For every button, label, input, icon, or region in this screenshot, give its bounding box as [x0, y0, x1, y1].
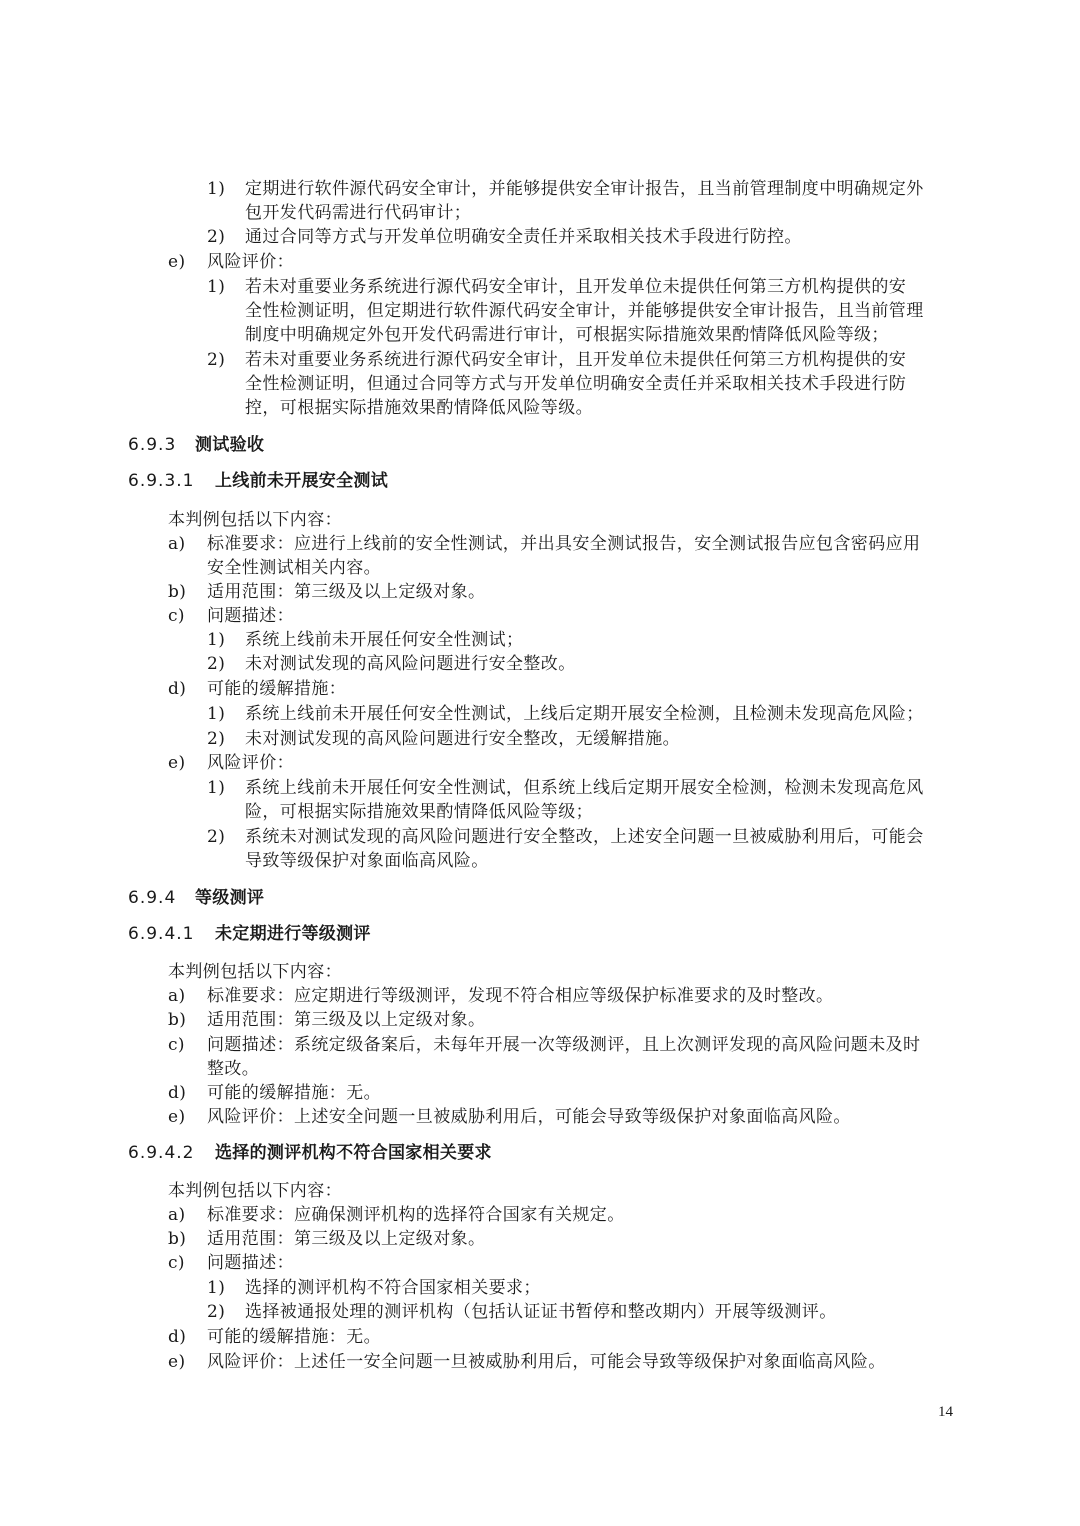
list-marker: 1): [207, 630, 226, 650]
page-number: 14: [938, 1404, 953, 1420]
list-marker: 2): [207, 350, 226, 370]
section-number: 6.9.3: [128, 435, 177, 455]
list-item-text: 选择的测评机构不符合国家相关要求；: [245, 1278, 541, 1298]
list-item-text: 系统上线前未开展任何安全性测试；: [245, 630, 524, 650]
paragraph-text: 本判例包括以下内容：: [168, 962, 342, 982]
list-item-text: 未对测试发现的高风险问题进行安全整改。: [245, 654, 576, 674]
list-marker: e): [168, 1107, 186, 1127]
section-title: 选择的测评机构不符合国家相关要求: [215, 1143, 492, 1163]
list-marker: 1): [207, 179, 226, 199]
list-item-text: 通过合同等方式与开发单位明确安全责任并采取相关技术手段进行防控。: [245, 227, 802, 247]
list-item-text: 问题描述：: [207, 606, 294, 626]
section-number: 6.9.4.2: [128, 1143, 195, 1163]
list-marker: b): [168, 1010, 187, 1030]
list-marker: 1): [207, 704, 226, 724]
list-marker: e): [168, 1352, 186, 1372]
list-marker: b): [168, 582, 187, 602]
list-marker: a): [168, 986, 186, 1006]
list-marker: 2): [207, 227, 226, 247]
list-marker: 2): [207, 1302, 226, 1322]
section-title: 测试验收: [195, 435, 265, 455]
list-item-text: 可能的缓解措施：无。: [207, 1327, 381, 1347]
list-marker: d): [168, 679, 187, 699]
list-marker: a): [168, 1205, 186, 1225]
list-item-text: 标准要求：应确保测评机构的选择符合国家有关规定。: [207, 1205, 625, 1225]
list-item-text: 未对测试发现的高风险问题进行安全整改，无缓解措施。: [245, 729, 680, 749]
section-title: 未定期进行等级测评: [215, 924, 371, 944]
list-marker: e): [168, 252, 186, 272]
paragraph-text: 本判例包括以下内容：: [168, 1181, 342, 1201]
list-item-text: 风险评价：: [207, 252, 294, 272]
list-item-text: 整改。: [207, 1059, 260, 1079]
section-title: 上线前未开展安全测试: [215, 471, 388, 491]
list-item-text: 系统未对测试发现的高风险问题进行安全整改，上述安全问题一旦被威胁利用后，可能会: [245, 827, 924, 847]
list-marker: a): [168, 534, 186, 554]
list-item-text: 适用范围：第三级及以上定级对象。: [207, 1229, 486, 1249]
section-title: 等级测评: [195, 888, 265, 908]
list-marker: c): [168, 1035, 185, 1055]
paragraph-text: 本判例包括以下内容：: [168, 510, 342, 530]
list-item-text: 可能的缓解措施：: [207, 679, 347, 699]
list-marker: 1): [207, 778, 226, 798]
list-item-text: 选择被通报处理的测评机构（包括认证证书暂停和整改期内）开展等级测评。: [245, 1302, 837, 1322]
list-marker: 2): [207, 654, 226, 674]
list-marker: 2): [207, 827, 226, 847]
list-item-text: 可能的缓解措施：无。: [207, 1083, 381, 1103]
list-item-text: 制度中明确规定外包开发代码需进行审计，可根据实际措施效果酌情降低风险等级；: [245, 325, 889, 345]
list-marker: 1): [207, 277, 226, 297]
list-marker: 1): [207, 1278, 226, 1298]
list-item-text: 定期进行软件源代码安全审计，并能够提供安全审计报告，且当前管理制度中明确规定外: [245, 179, 924, 199]
list-item-text: 控，可根据实际措施效果酌情降低风险等级。: [245, 398, 593, 418]
list-item-text: 全性检测证明，但定期进行软件源代码安全审计，并能够提供安全审计报告，且当前管理: [245, 301, 924, 321]
list-item-text: 导致等级保护对象面临高风险。: [245, 851, 489, 871]
list-item-text: 标准要求：应定期进行等级测评，发现不符合相应等级保护标准要求的及时整改。: [207, 986, 834, 1006]
list-item-text: 问题描述：系统定级备案后，未每年开展一次等级测评，且上次测评发现的高风险问题未及时: [207, 1035, 921, 1055]
list-item-text: 风险评价：: [207, 753, 294, 773]
list-item-text: 险，可根据实际措施效果酌情降低风险等级；: [245, 802, 593, 822]
list-item-text: 系统上线前未开展任何安全性测试，但系统上线后定期开展安全检测，检测未发现高危风: [245, 778, 924, 798]
list-item-text: 若未对重要业务系统进行源代码安全审计，且开发单位未提供任何第三方机构提供的安: [245, 350, 907, 370]
list-item-text: 适用范围：第三级及以上定级对象。: [207, 582, 486, 602]
list-marker: 2): [207, 729, 226, 749]
list-item-text: 问题描述：: [207, 1253, 294, 1273]
list-marker: c): [168, 1253, 185, 1273]
section-number: 6.9.4: [128, 888, 177, 908]
list-marker: b): [168, 1229, 187, 1249]
list-item-text: 全性检测证明，但通过合同等方式与开发单位明确安全责任并采取相关技术手段进行防: [245, 374, 907, 394]
list-item-text: 风险评价：上述安全问题一旦被威胁利用后，可能会导致等级保护对象面临高风险。: [207, 1107, 851, 1127]
list-item-text: 风险评价：上述任一安全问题一旦被威胁利用后，可能会导致等级保护对象面临高风险。: [207, 1352, 886, 1372]
section-number: 6.9.3.1: [128, 471, 195, 491]
section-number: 6.9.4.1: [128, 924, 195, 944]
list-marker: c): [168, 606, 185, 626]
list-item-text: 包开发代码需进行代码审计；: [245, 203, 472, 223]
list-item-text: 系统上线前未开展任何安全性测试，上线后定期开展安全检测，且检测未发现高危风险；: [245, 704, 924, 724]
list-item-text: 安全性测试相关内容。: [207, 558, 381, 578]
list-item-text: 适用范围：第三级及以上定级对象。: [207, 1010, 486, 1030]
list-marker: e): [168, 753, 186, 773]
list-marker: d): [168, 1327, 187, 1347]
list-item-text: 若未对重要业务系统进行源代码安全审计，且开发单位未提供任何第三方机构提供的安: [245, 277, 907, 297]
list-item-text: 标准要求：应进行上线前的安全性测试，并出具安全测试报告，安全测试报告应包含密码应用: [207, 534, 921, 554]
list-marker: d): [168, 1083, 187, 1103]
